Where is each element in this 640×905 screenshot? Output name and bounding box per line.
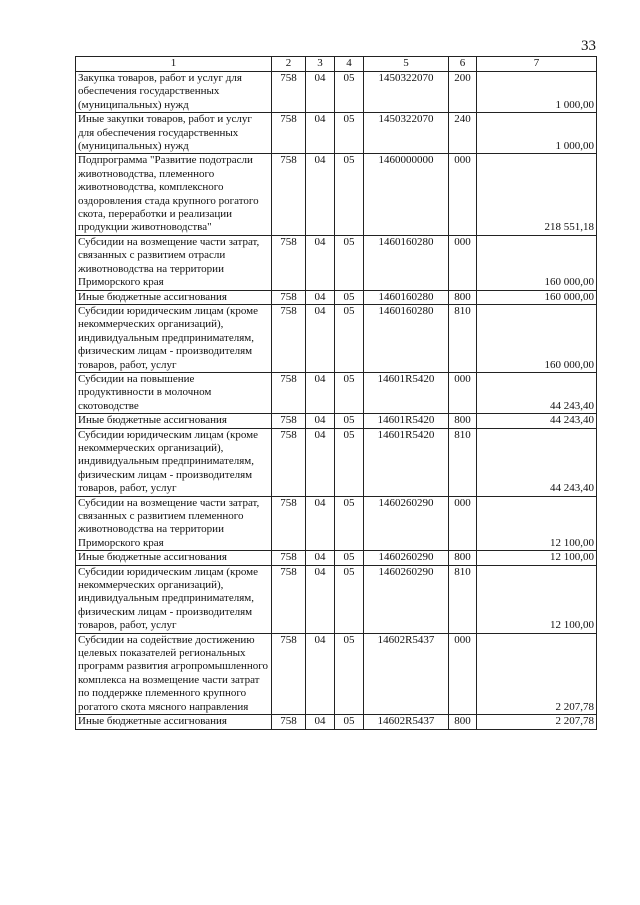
subsection-code: 05 bbox=[335, 304, 364, 372]
subsection-code: 05 bbox=[335, 235, 364, 290]
table-row bbox=[76, 414, 597, 428]
section-code: 04 bbox=[306, 565, 335, 633]
column-header: 4 bbox=[335, 57, 364, 72]
table-row bbox=[76, 551, 597, 565]
table-row bbox=[76, 715, 597, 729]
expense-type-code: 800 bbox=[449, 414, 477, 428]
row-name: Иные бюджетные ассигнования bbox=[76, 551, 272, 565]
target-article-code: 14601R5420 bbox=[364, 372, 449, 413]
target-article-code: 1460260290 bbox=[364, 551, 449, 565]
section-code: 04 bbox=[306, 154, 335, 235]
expense-type-code: 000 bbox=[449, 633, 477, 714]
section-code: 04 bbox=[306, 414, 335, 428]
section-code: 04 bbox=[306, 633, 335, 714]
ministry-code: 758 bbox=[272, 551, 306, 565]
table-row bbox=[76, 496, 597, 551]
ministry-code: 758 bbox=[272, 414, 306, 428]
column-header: 3 bbox=[306, 57, 335, 72]
column-header: 6 bbox=[449, 57, 477, 72]
row-name: Иные бюджетные ассигнования bbox=[76, 290, 272, 304]
target-article-code: 1460000000 bbox=[364, 154, 449, 235]
section-code: 04 bbox=[306, 113, 335, 154]
expense-type-code: 000 bbox=[449, 496, 477, 551]
ministry-code: 758 bbox=[272, 428, 306, 496]
amount-value: 160 000,00 bbox=[477, 304, 597, 372]
amount-value: 12 100,00 bbox=[477, 565, 597, 633]
expense-type-code: 000 bbox=[449, 235, 477, 290]
expense-type-code: 000 bbox=[449, 154, 477, 235]
table-row bbox=[76, 72, 597, 113]
row-name: Субсидии на повышение продуктивности в молочном скотоводстве bbox=[76, 372, 272, 413]
amount-value: 160 000,00 bbox=[477, 235, 597, 290]
table-row bbox=[76, 372, 597, 413]
expense-type-code: 810 bbox=[449, 304, 477, 372]
expense-type-code: 810 bbox=[449, 428, 477, 496]
section-code: 04 bbox=[306, 72, 335, 113]
ministry-code: 758 bbox=[272, 235, 306, 290]
target-article-code: 1450322070 bbox=[364, 113, 449, 154]
column-header: 2 bbox=[272, 57, 306, 72]
subsection-code: 05 bbox=[335, 496, 364, 551]
ministry-code: 758 bbox=[272, 715, 306, 729]
target-article-code: 1460260290 bbox=[364, 496, 449, 551]
amount-value: 44 243,40 bbox=[477, 414, 597, 428]
ministry-code: 758 bbox=[272, 633, 306, 714]
table-row bbox=[76, 565, 597, 633]
budget-table bbox=[75, 56, 597, 730]
section-code: 04 bbox=[306, 235, 335, 290]
expense-type-code: 240 bbox=[449, 113, 477, 154]
ministry-code: 758 bbox=[272, 496, 306, 551]
expense-type-code: 800 bbox=[449, 290, 477, 304]
section-code: 04 bbox=[306, 372, 335, 413]
row-name: Субсидии юридическим лицам (кроме некоммерческих организаций), индивидуальным предпринимателям, физическим лицам - производителям товаров, работ, услуг bbox=[76, 304, 272, 372]
amount-value: 2 207,78 bbox=[477, 715, 597, 729]
subsection-code: 05 bbox=[335, 372, 364, 413]
subsection-code: 05 bbox=[335, 565, 364, 633]
target-article-code: 14602R5437 bbox=[364, 633, 449, 714]
subsection-code: 05 bbox=[335, 290, 364, 304]
row-name: Субсидии юридическим лицам (кроме некоммерческих организаций), индивидуальным предпринимателям, физическим лицам - производителям товаров, работ, услуг bbox=[76, 428, 272, 496]
section-code: 04 bbox=[306, 428, 335, 496]
row-name: Иные закупки товаров, работ и услуг для обеспечения государственных (муниципальных) нужд bbox=[76, 113, 272, 154]
table-header-row bbox=[76, 57, 597, 72]
table-row bbox=[76, 154, 597, 235]
expense-type-code: 800 bbox=[449, 715, 477, 729]
table-row bbox=[76, 304, 597, 372]
amount-value: 44 243,40 bbox=[477, 372, 597, 413]
target-article-code: 1450322070 bbox=[364, 72, 449, 113]
table-row bbox=[76, 633, 597, 714]
row-name: Закупка товаров, работ и услуг для обеспечения государственных (муниципальных) нужд bbox=[76, 72, 272, 113]
section-code: 04 bbox=[306, 290, 335, 304]
table-row bbox=[76, 290, 597, 304]
expense-type-code: 810 bbox=[449, 565, 477, 633]
section-code: 04 bbox=[306, 496, 335, 551]
subsection-code: 05 bbox=[335, 633, 364, 714]
row-name: Подпрограмма "Развитие подотрасли животноводства, племенного животноводства, комплексного оздоровления стада крупного рогатого скота, переработки и реализации продукции животноводства" bbox=[76, 154, 272, 235]
ministry-code: 758 bbox=[272, 72, 306, 113]
ministry-code: 758 bbox=[272, 372, 306, 413]
ministry-code: 758 bbox=[272, 290, 306, 304]
ministry-code: 758 bbox=[272, 113, 306, 154]
ministry-code: 758 bbox=[272, 304, 306, 372]
ministry-code: 758 bbox=[272, 154, 306, 235]
column-header: 7 bbox=[477, 57, 597, 72]
subsection-code: 05 bbox=[335, 551, 364, 565]
subsection-code: 05 bbox=[335, 428, 364, 496]
table-row bbox=[76, 113, 597, 154]
target-article-code: 14602R5437 bbox=[364, 715, 449, 729]
amount-value: 218 551,18 bbox=[477, 154, 597, 235]
row-name: Субсидии на возмещение части затрат, связанных с развитием племенного животноводства на территории Приморского края bbox=[76, 496, 272, 551]
target-article-code: 1460160280 bbox=[364, 235, 449, 290]
row-name: Субсидии на возмещение части затрат, связанных с развитием отрасли животноводства на территории Приморского края bbox=[76, 235, 272, 290]
amount-value: 160 000,00 bbox=[477, 290, 597, 304]
column-header: 1 bbox=[76, 57, 272, 72]
ministry-code: 758 bbox=[272, 565, 306, 633]
subsection-code: 05 bbox=[335, 414, 364, 428]
section-code: 04 bbox=[306, 304, 335, 372]
section-code: 04 bbox=[306, 715, 335, 729]
amount-value: 1 000,00 bbox=[477, 72, 597, 113]
page-number: 33 bbox=[581, 38, 596, 54]
row-name: Иные бюджетные ассигнования bbox=[76, 715, 272, 729]
target-article-code: 14601R5420 bbox=[364, 428, 449, 496]
target-article-code: 1460160280 bbox=[364, 304, 449, 372]
amount-value: 12 100,00 bbox=[477, 496, 597, 551]
section-code: 04 bbox=[306, 551, 335, 565]
amount-value: 2 207,78 bbox=[477, 633, 597, 714]
table-row bbox=[76, 235, 597, 290]
target-article-code: 14601R5420 bbox=[364, 414, 449, 428]
amount-value: 1 000,00 bbox=[477, 113, 597, 154]
amount-value: 12 100,00 bbox=[477, 551, 597, 565]
expense-type-code: 000 bbox=[449, 372, 477, 413]
target-article-code: 1460260290 bbox=[364, 565, 449, 633]
row-name: Субсидии юридическим лицам (кроме некоммерческих организаций), индивидуальным предпринимателям, физическим лицам - производителям товаров, работ, услуг bbox=[76, 565, 272, 633]
table-row bbox=[76, 428, 597, 496]
row-name: Иные бюджетные ассигнования bbox=[76, 414, 272, 428]
subsection-code: 05 bbox=[335, 72, 364, 113]
subsection-code: 05 bbox=[335, 113, 364, 154]
expense-type-code: 200 bbox=[449, 72, 477, 113]
expense-type-code: 800 bbox=[449, 551, 477, 565]
column-header: 5 bbox=[364, 57, 449, 72]
amount-value: 44 243,40 bbox=[477, 428, 597, 496]
subsection-code: 05 bbox=[335, 154, 364, 235]
subsection-code: 05 bbox=[335, 715, 364, 729]
row-name: Субсидии на содействие достижению целевых показателей региональных программ развития агропромышленного комплекса на возмещение части затрат по поддержке племенного крупного рогатого скота мясного направления bbox=[76, 633, 272, 714]
target-article-code: 1460160280 bbox=[364, 290, 449, 304]
